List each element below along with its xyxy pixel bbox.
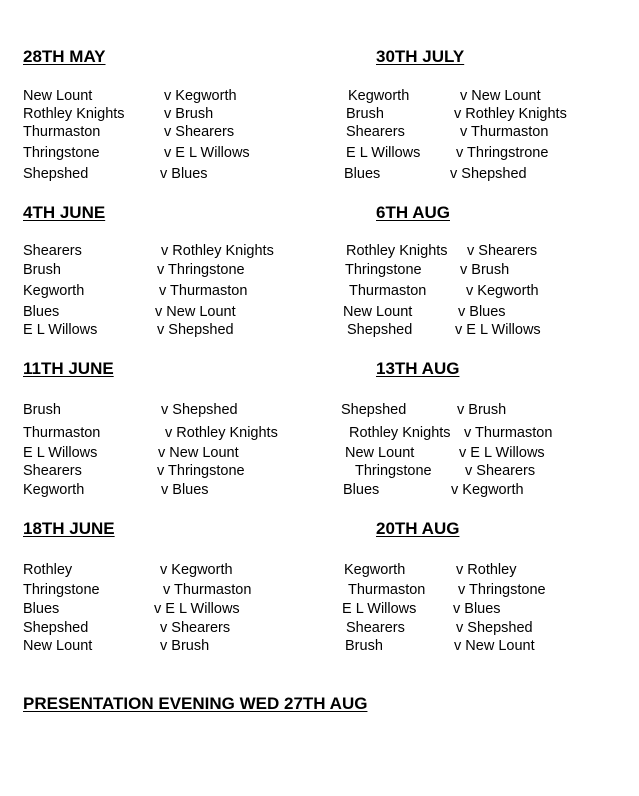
date-heading: 11TH JUNE bbox=[23, 359, 114, 378]
date-heading: 6TH AUG bbox=[376, 203, 450, 222]
home-team: Brush bbox=[345, 638, 383, 654]
home-team: Brush bbox=[23, 402, 61, 418]
home-team: Shepshed bbox=[23, 166, 89, 182]
away-team: v Thurmaston bbox=[464, 425, 553, 441]
home-team: Rothley Knights bbox=[346, 243, 448, 259]
away-team: v Kegworth bbox=[451, 482, 524, 498]
home-team: Brush bbox=[23, 262, 61, 278]
home-team: Shearers bbox=[346, 124, 405, 140]
home-team: Blues bbox=[343, 482, 380, 498]
home-team: E L Willows bbox=[342, 601, 417, 617]
away-team: v Blues bbox=[161, 482, 209, 498]
home-team: Thringstone bbox=[345, 262, 422, 278]
home-team: Shearers bbox=[23, 243, 82, 259]
home-team: New Lount bbox=[343, 304, 413, 320]
home-team: Shearers bbox=[346, 620, 405, 636]
away-team: v Shearers bbox=[164, 124, 235, 140]
home-team: Thurmaston bbox=[348, 582, 426, 598]
home-team: Kegworth bbox=[348, 88, 410, 104]
home-team: Rothley Knights bbox=[349, 425, 451, 441]
away-team: v Rothley Knights bbox=[165, 425, 278, 441]
away-team: v Shearers bbox=[465, 463, 536, 479]
away-team: v Shepshed bbox=[157, 322, 234, 338]
away-team: v Shepshed bbox=[450, 166, 527, 182]
away-team: v Rothley Knights bbox=[161, 243, 274, 259]
home-team: Kegworth bbox=[344, 562, 406, 578]
away-team: v Blues bbox=[453, 601, 501, 617]
away-team: v Thringstone bbox=[458, 582, 546, 598]
away-team: v E L Willows bbox=[154, 601, 240, 617]
away-team: v Thringstone bbox=[157, 463, 245, 479]
away-team: v Kegworth bbox=[160, 562, 233, 578]
home-team: E L Willows bbox=[23, 322, 98, 338]
away-team: v Shearers bbox=[160, 620, 231, 636]
home-team: New Lount bbox=[23, 88, 93, 104]
away-team: v Brush bbox=[164, 106, 214, 122]
home-team: Thurmaston bbox=[349, 283, 427, 299]
date-heading: 4TH JUNE bbox=[23, 203, 106, 222]
home-team: Thurmaston bbox=[23, 425, 101, 441]
away-team: v Thringstone bbox=[157, 262, 245, 278]
presentation-evening-heading: PRESENTATION EVENING WED 27TH AUG bbox=[23, 694, 368, 713]
away-team: v Brush bbox=[457, 402, 507, 418]
home-team: E L Willows bbox=[346, 145, 421, 161]
away-team: v Thringstrone bbox=[456, 145, 549, 161]
home-team: Shepshed bbox=[341, 402, 407, 418]
home-team: Shepshed bbox=[347, 322, 413, 338]
away-team: v New Lount bbox=[155, 304, 236, 320]
date-heading: 28TH MAY bbox=[23, 47, 106, 66]
away-team: v Rothley bbox=[456, 562, 517, 578]
away-team: v Shepshed bbox=[161, 402, 238, 418]
home-team: Rothley Knights bbox=[23, 106, 125, 122]
home-team: Thringstone bbox=[23, 582, 100, 598]
home-team: New Lount bbox=[345, 445, 415, 461]
away-team: v New Lount bbox=[454, 638, 535, 654]
away-team: v Blues bbox=[458, 304, 506, 320]
home-team: Kegworth bbox=[23, 283, 85, 299]
home-team: Thringstone bbox=[355, 463, 432, 479]
home-team: Kegworth bbox=[23, 482, 85, 498]
date-heading: 13TH AUG bbox=[376, 359, 460, 378]
away-team: v Thurmaston bbox=[159, 283, 248, 299]
date-heading: 30TH JULY bbox=[376, 47, 465, 66]
away-team: v E L Willows bbox=[459, 445, 545, 461]
date-heading: 18TH JUNE bbox=[23, 519, 115, 538]
away-team: v Shepshed bbox=[456, 620, 533, 636]
home-team: Blues bbox=[344, 166, 381, 182]
away-team: v Kegworth bbox=[466, 283, 539, 299]
away-team: v New Lount bbox=[460, 88, 541, 104]
away-team: v Thurmaston bbox=[163, 582, 252, 598]
home-team: E L Willows bbox=[23, 445, 98, 461]
away-team: v Kegworth bbox=[164, 88, 237, 104]
home-team: Shearers bbox=[23, 463, 82, 479]
date-heading: 20TH AUG bbox=[376, 519, 460, 538]
away-team: v E L Willows bbox=[164, 145, 250, 161]
home-team: Brush bbox=[346, 106, 384, 122]
away-team: v New Lount bbox=[158, 445, 239, 461]
home-team: Blues bbox=[23, 601, 60, 617]
away-team: v Brush bbox=[160, 638, 210, 654]
away-team: v E L Willows bbox=[455, 322, 541, 338]
home-team: Rothley bbox=[23, 562, 73, 578]
away-team: v Blues bbox=[160, 166, 208, 182]
away-team: v Thurmaston bbox=[460, 124, 549, 140]
away-team: v Shearers bbox=[467, 243, 538, 259]
home-team: Shepshed bbox=[23, 620, 89, 636]
home-team: Thurmaston bbox=[23, 124, 101, 140]
home-team: Blues bbox=[23, 304, 60, 320]
home-team: Thringstone bbox=[23, 145, 100, 161]
home-team: New Lount bbox=[23, 638, 93, 654]
away-team: v Brush bbox=[460, 262, 510, 278]
away-team: v Rothley Knights bbox=[454, 106, 567, 122]
